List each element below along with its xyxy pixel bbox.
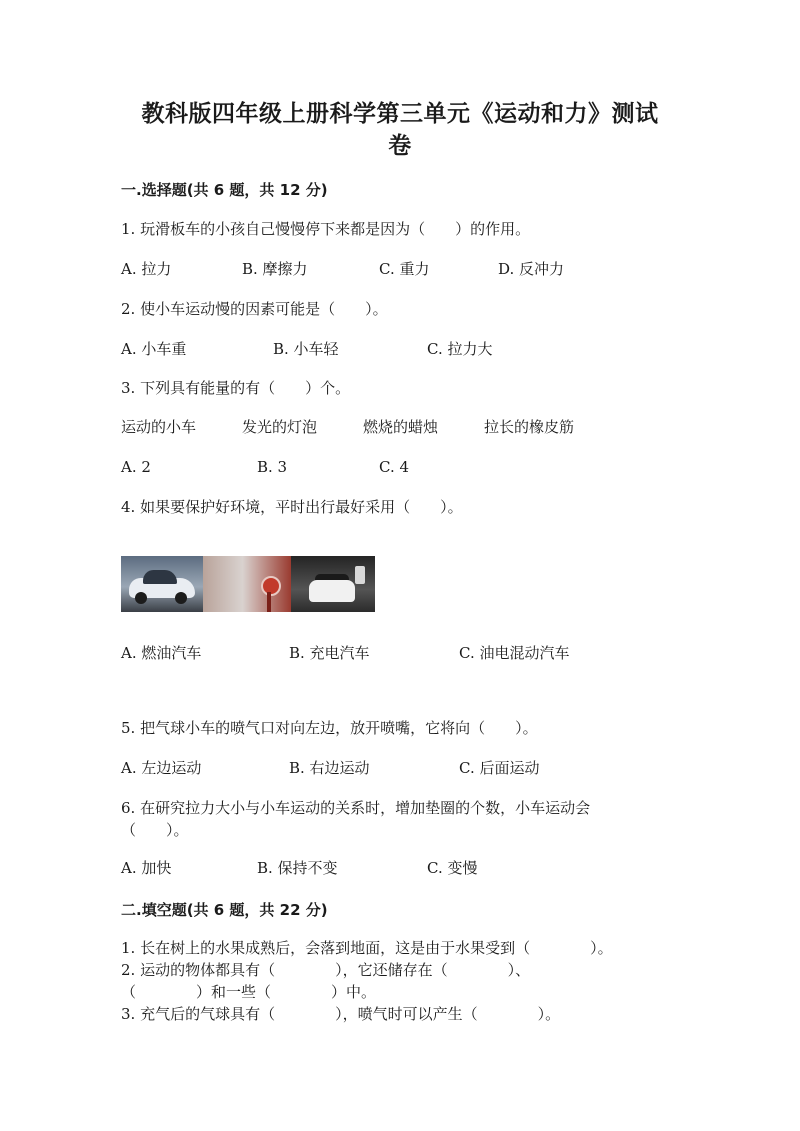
q3-item-3: 燃烧的蜡烛 <box>363 418 439 436</box>
question-2: 2. 使小车运动慢的因素可能是（ ）。 <box>121 300 388 318</box>
charging-plug-photo <box>203 556 291 612</box>
q6-option-a: A. 加快 <box>121 859 172 877</box>
q5-option-c: C. 后面运动 <box>459 759 540 777</box>
fill-question-3: 3. 充气后的气球具有（ ），喷气时可以产生（ ）。 <box>121 1005 561 1023</box>
q5-option-a: A. 左边运动 <box>121 759 202 777</box>
car-photos <box>121 556 375 612</box>
q4-option-a: A. 燃油汽车 <box>121 644 202 662</box>
page-title-line2: 卷 <box>388 133 412 159</box>
section-heading-fill: 二.填空题(共 6 题，共 22 分) <box>121 901 328 919</box>
q2-option-a: A. 小车重 <box>121 340 187 358</box>
suv-charging-photo <box>291 556 375 612</box>
page-title-line1: 教科版四年级上册科学第三单元《运动和力》测试 <box>141 101 659 127</box>
fill-question-2-line1: 2. 运动的物体都具有（ ），它还储存在（ ）、 <box>121 961 531 979</box>
q3-item-4: 拉长的橡皮筋 <box>484 418 575 436</box>
q4-option-b: B. 充电汽车 <box>289 644 370 662</box>
q1-option-d: D. 反冲力 <box>498 260 565 278</box>
q3-option-b: B. 3 <box>257 458 288 476</box>
q3-item-1: 运动的小车 <box>121 418 197 436</box>
q2-option-b: B. 小车轻 <box>273 340 339 358</box>
q6-option-b: B. 保持不变 <box>257 859 338 877</box>
q1-option-c: C. 重力 <box>379 260 430 278</box>
question-1: 1. 玩滑板车的小孩自己慢慢停下来都是因为（ ）的作用。 <box>121 220 531 238</box>
question-6-line1: 6. 在研究拉力大小与小车运动的关系时，增加垫圈的个数，小车运动会 <box>121 799 591 817</box>
q5-option-b: B. 右边运动 <box>289 759 370 777</box>
q3-option-c: C. 4 <box>379 458 410 476</box>
q3-item-2: 发光的灯泡 <box>242 418 318 436</box>
q1-option-b: B. 摩擦力 <box>242 260 308 278</box>
sedan-photo <box>121 556 203 612</box>
q3-option-a: A. 2 <box>121 458 151 476</box>
fill-question-1: 1. 长在树上的水果成熟后，会落到地面，这是由于水果受到（ ）。 <box>121 939 613 957</box>
q2-option-c: C. 拉力大 <box>427 340 493 358</box>
q4-option-c: C. 油电混动汽车 <box>459 644 570 662</box>
q6-option-c: C. 变慢 <box>427 859 478 877</box>
q1-option-a: A. 拉力 <box>121 260 172 278</box>
question-5: 5. 把气球小车的喷气口对向左边，放开喷嘴，它将向（ ）。 <box>121 719 538 737</box>
question-4: 4. 如果要保护好环境，平时出行最好采用（ ）。 <box>121 498 463 516</box>
fill-question-2-line2: （ ）和一些（ ）中。 <box>121 983 377 1001</box>
question-3: 3. 下列具有能量的有（ ）个。 <box>121 379 351 397</box>
section-heading-choice: 一.选择题(共 6 题，共 12 分) <box>121 181 328 199</box>
question-6-line2: （ ）。 <box>121 821 189 839</box>
